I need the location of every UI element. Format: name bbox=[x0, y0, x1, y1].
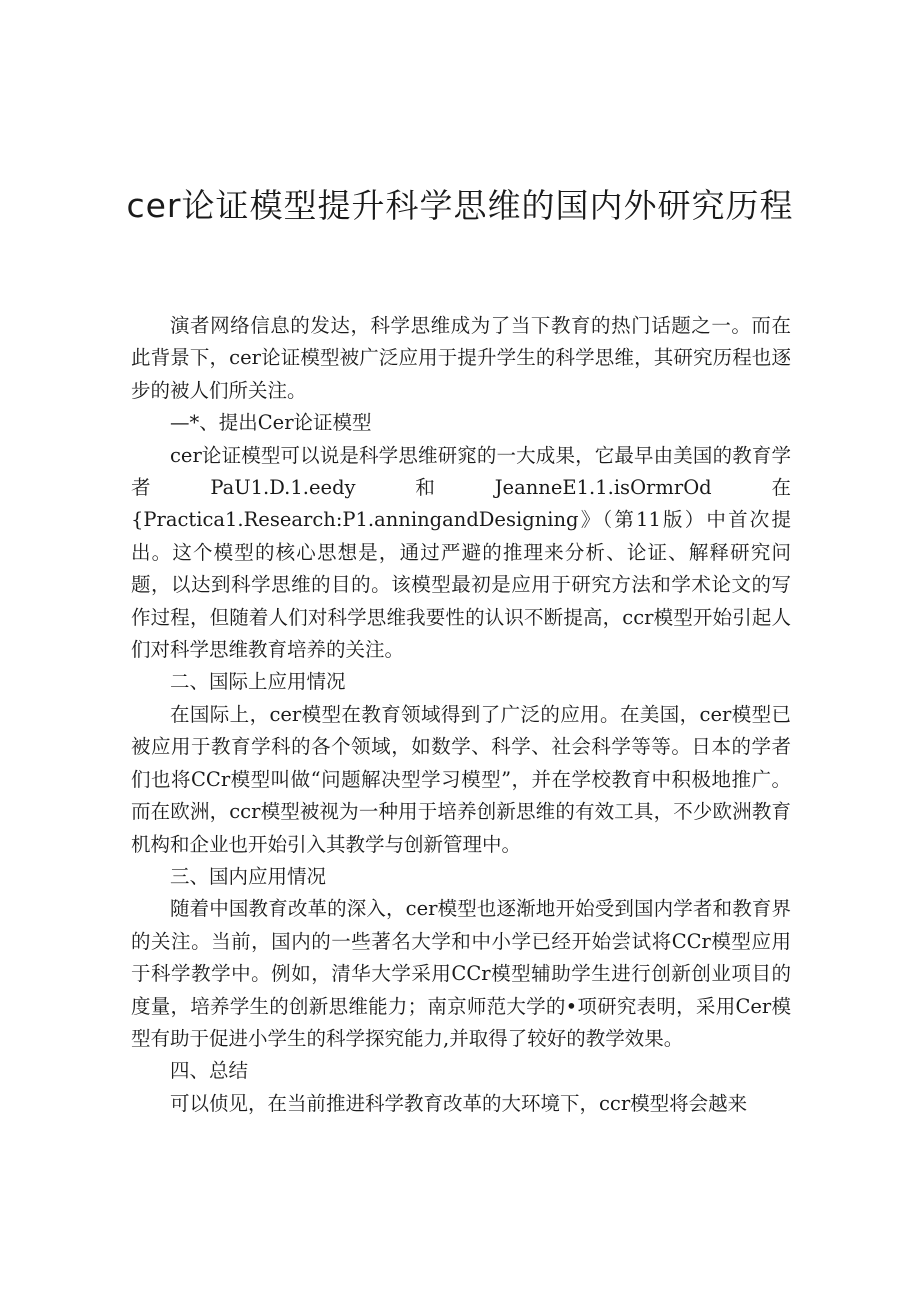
section-heading-4: 四、总结 bbox=[170, 1059, 249, 1083]
section-heading-2: 二、国际上应用情况 bbox=[170, 670, 346, 694]
intro-paragraph: 演者网络信息的发达，科学思维成为了当下教育的热门话题之一。而在此背景下，cer论证模型被广泛应用于提升学生的科学思维，其研究历程也逐步的被人们所关注。 bbox=[131, 314, 791, 402]
section-heading-3: 三、国内应用情况 bbox=[170, 864, 327, 888]
section-paragraph-4: 可以侦见，在当前推进科学教育改革的大环境下，ccr模型将会越来 bbox=[170, 1091, 748, 1115]
section-paragraph-2: 在国际上，cer模型在教育领域得到了广泛的应用。在美国，cer模型已被应用于教育学科的各个领域，如数学、科学、社会科学等等。日本的学者们也将CCr模型叫做“问题解决型学习模型”，并在学校教育中积极地推广。而在欧洲，ccr模型被视为一种用于培养创新思维的有效工具，不少欧洲教育机构和企业也开始引入其教学与创新管理中。 bbox=[131, 702, 791, 856]
document-title: cer论证模型提升科学思维的国内外研究历程 bbox=[126, 186, 794, 225]
section-paragraph-3: 随着中国教育改革的深入，cer模型也逐渐地开始受到国内学者和教育界的关注。当前，国内的一些著名大学和中小学已经开始尝试将CCr模型应用于科学教学中。例如，清华大学采用CCr模型辅助学生进行创新创业项目的度量，培养学生的创新思维能力；南京师范大学的•项研究表明，采用Cer模型有助于促进小学生的科学探究能力,并取得了较好的教学效果。 bbox=[131, 897, 791, 1050]
section-heading-1: —*、提出Cer论证模型 bbox=[170, 411, 372, 435]
section-paragraph-1: cer论证模型可以说是科学思维研窕的一大成果，它最早由美国的教育学者PaU1.D.1.eedy和JeanneE1.1.isOrmrOd在{Practica1.Research:P1.anningandDesigning》（第11版）中首次提出。这个模型的核心思想是，通过严避的推理来分析、论证、解释研究问题，以达到科学思维的目的。该模型最初是应用于研究方法和学术论文的写作过程，但随着人们对科学思维我要性的认识不断提高，ccr模型开始引起人们对科学思维教育培养的关注。 bbox=[131, 443, 791, 662]
document-body bbox=[131, 310, 791, 1120]
